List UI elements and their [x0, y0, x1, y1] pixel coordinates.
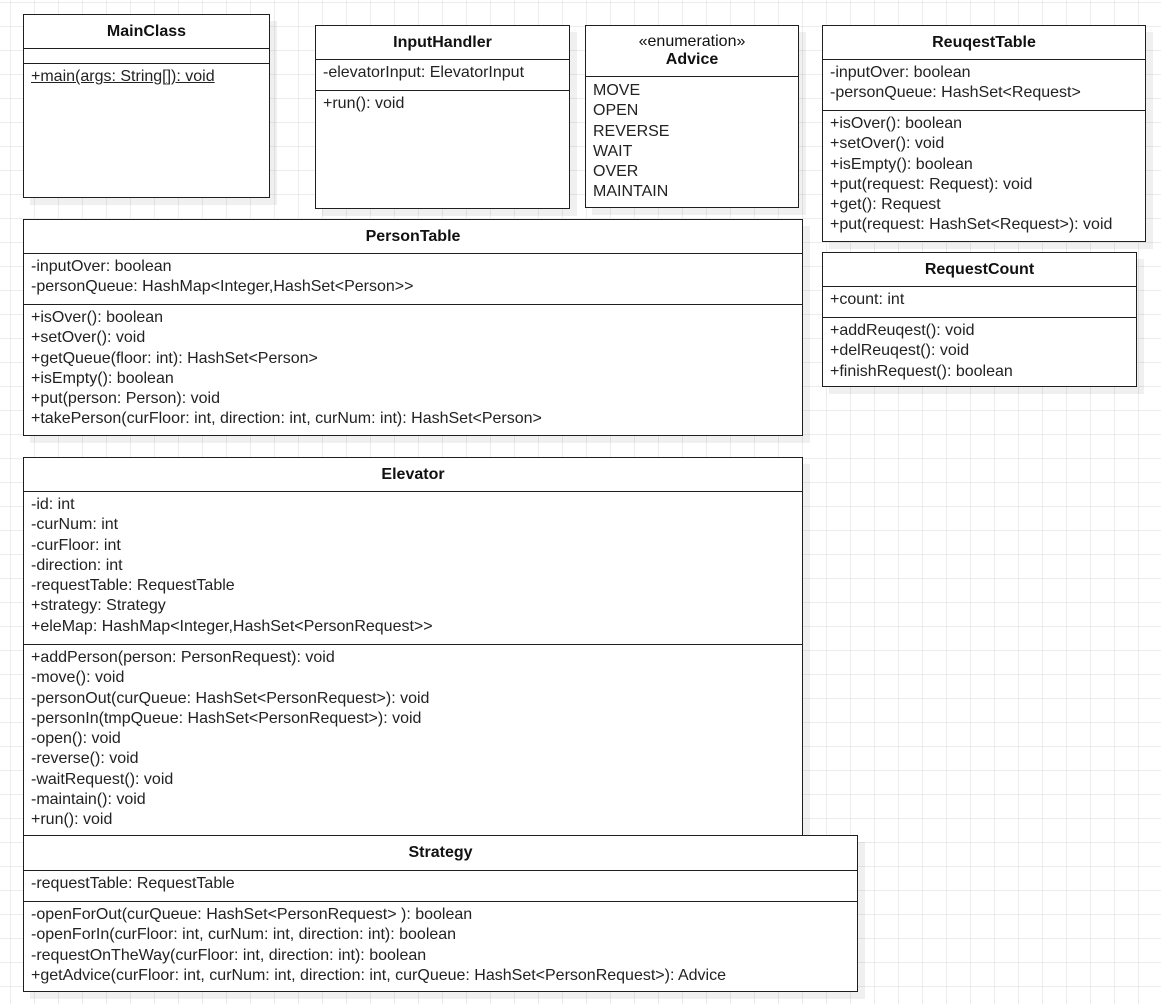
- class-inputhandler[interactable]: [315, 25, 570, 209]
- method: +put(request: HashSet<Request>): void: [830, 216, 1113, 234]
- method: -move(): void: [31, 669, 125, 687]
- attribute: +count: int: [830, 291, 905, 308]
- enum-advice[interactable]: [585, 25, 799, 208]
- attributes-section: [24, 49, 269, 64]
- method: -open(): void: [31, 730, 121, 748]
- class-name: [24, 458, 802, 492]
- method: -waitRequest(): void: [31, 770, 174, 788]
- method: +getQueue(floor: int): HashSet<Person>: [31, 349, 318, 367]
- enum-literal: OVER: [593, 163, 639, 181]
- attribute: +eleMap: HashMap<Integer,HashSet<PersonRequest>>: [31, 617, 433, 635]
- enum-literal: MAINTAIN: [593, 183, 669, 201]
- enum-header: [586, 26, 798, 77]
- class-elevator[interactable]: [23, 457, 803, 837]
- class-name: [316, 26, 569, 60]
- method: +setOver(): void: [830, 135, 945, 153]
- attribute: -personQueue: HashMap<Integer,HashSet<Person>>: [31, 278, 414, 296]
- method: +isEmpty(): boolean: [830, 155, 973, 173]
- attributes-section: [24, 492, 802, 645]
- method: -personOut(curQueue: HashSet<PersonRequest>): void: [31, 689, 430, 707]
- method: +main(args: String[]): void: [31, 68, 215, 85]
- method: +get(): Request: [830, 196, 941, 214]
- methods-section: [24, 902, 857, 991]
- attribute: -personQueue: HashSet<Request>: [830, 84, 1081, 102]
- methods-section: [24, 305, 802, 435]
- method: +getAdvice(curFloor: int, curNum: int, direction: int, curQueue: HashSet<PersonRequest>): Advice: [31, 966, 726, 984]
- attribute: -curFloor: int: [31, 536, 121, 554]
- stereotype-label: «enumeration»: [638, 33, 746, 50]
- class-name: [24, 220, 802, 254]
- class-reuqesttable[interactable]: [822, 25, 1146, 242]
- attribute: -curNum: int: [31, 516, 119, 534]
- method: +setOver(): void: [31, 329, 146, 347]
- method: +run(): void: [31, 811, 113, 829]
- methods-section: [823, 111, 1145, 241]
- method: +takePerson(curFloor: int, direction: int, curNum: int): HashSet<Person>: [31, 410, 542, 428]
- attributes-section: [316, 60, 569, 91]
- methods-section: [24, 64, 269, 197]
- class-title: Strategy: [408, 844, 473, 861]
- literals-section: [586, 77, 798, 207]
- attribute: -elevatorInput: ElevatorInput: [323, 64, 525, 81]
- attribute: -inputOver: boolean: [31, 258, 172, 275]
- enum-literal: WAIT: [593, 142, 633, 160]
- attributes-section: [823, 60, 1145, 111]
- method: +put(request: Request): void: [830, 175, 1033, 193]
- method: +finishRequest(): boolean: [830, 362, 1013, 380]
- class-strategy[interactable]: [23, 835, 858, 992]
- method: +addReuqest(): void: [830, 322, 975, 339]
- method: -openForIn(curFloor: int, curNum: int, direction: int): boolean: [31, 926, 457, 944]
- class-title: ReuqestTable: [932, 33, 1036, 51]
- methods-section: [823, 318, 1136, 386]
- class-requestcount[interactable]: [822, 252, 1137, 387]
- method: +addPerson(person: PersonRequest): void: [31, 649, 335, 666]
- enum-literal: OPEN: [593, 102, 639, 120]
- method: +isOver(): boolean: [830, 115, 963, 132]
- attribute: -requestTable: RequestTable: [31, 875, 235, 892]
- attribute: -id: int: [31, 496, 75, 513]
- method: +isEmpty(): boolean: [31, 369, 174, 387]
- method: -requestOnTheWay(curFloor: int, direction: int): boolean: [31, 946, 427, 964]
- methods-section: [316, 91, 569, 208]
- class-title: RequestCount: [924, 260, 1035, 278]
- attribute: -requestTable: RequestTable: [31, 577, 235, 595]
- method: -maintain(): void: [31, 791, 146, 809]
- attribute: +strategy: Strategy: [31, 597, 166, 615]
- class-name: [823, 253, 1136, 287]
- method: -reverse(): void: [31, 750, 139, 768]
- class-name: [24, 15, 269, 49]
- attributes-section: [24, 871, 857, 902]
- method: +delReuqest(): void: [830, 342, 970, 360]
- class-title: MainClass: [106, 22, 187, 40]
- class-title: Elevator: [381, 465, 445, 483]
- class-title: InputHandler: [393, 33, 492, 51]
- method: +run(): void: [323, 95, 405, 112]
- method: +put(person: Person): void: [31, 390, 220, 408]
- attributes-section: [24, 254, 802, 305]
- class-title: Advice: [665, 51, 719, 68]
- class-name: [823, 26, 1145, 60]
- attribute: -direction: int: [31, 556, 123, 574]
- method: +isOver(): boolean: [31, 309, 164, 326]
- class-persontable[interactable]: [23, 219, 803, 436]
- enum-literal: REVERSE: [593, 122, 670, 140]
- class-title: PersonTable: [365, 227, 461, 245]
- attribute: -inputOver: boolean: [830, 64, 971, 81]
- enum-literal: MOVE: [593, 82, 641, 99]
- class-mainclass[interactable]: [23, 14, 270, 198]
- class-name: [24, 836, 857, 871]
- methods-section: [24, 645, 802, 836]
- method: -personIn(tmpQueue: HashSet<PersonRequest>): void: [31, 709, 422, 727]
- attributes-section: [823, 287, 1136, 318]
- method: -openForOut(curQueue: HashSet<PersonRequest> ): boolean: [31, 906, 473, 923]
